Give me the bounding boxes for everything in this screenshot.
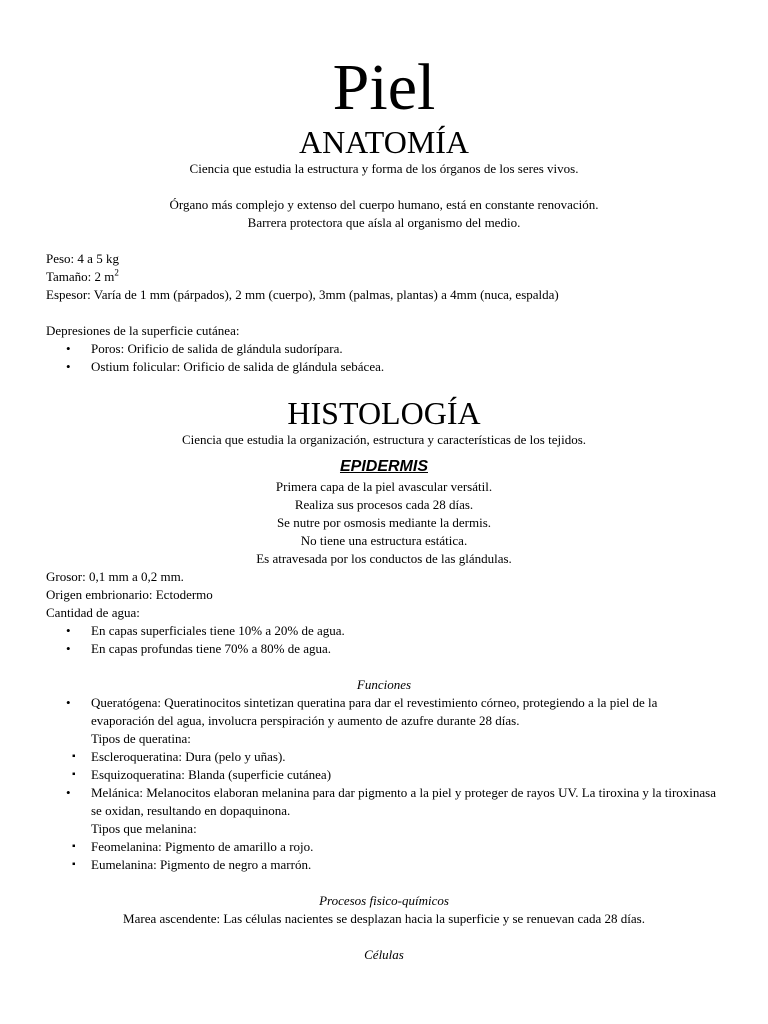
list-item [46, 694, 722, 748]
list-item: ▪ Feomelanina: Pigmento de amarillo a rojo. [72, 839, 314, 854]
intro-line-1: Órgano más complejo y extenso del cuerpo humano, está en constante renovación. [169, 197, 599, 212]
procesos-heading: Procesos fisico-químicos [319, 893, 449, 908]
tamano-text: Tamaño: 2 $m^2$ [46, 267, 119, 284]
bullet-marker: • [66, 341, 71, 356]
list-item: • Poros: Orificio de salida de glándula sudorípara. [66, 341, 343, 356]
square-marker: ▪ [72, 751, 76, 762]
bullet-marker: • [66, 785, 71, 800]
melanina-tipos-list [46, 838, 722, 874]
depresiones-list [46, 340, 722, 376]
epidermis-line: Realiza sus procesos cada 28 días. [294, 497, 474, 512]
origen-text: Origen embrionario: Ectodermo [46, 587, 213, 602]
agua-label: Cantidad de agua: [46, 605, 140, 620]
bullet-marker: • [66, 695, 71, 710]
document-title: Piel [332, 51, 436, 124]
depresiones-label: Depresiones de la superficie cutánea: [46, 323, 240, 338]
square-marker: ▪ [72, 859, 76, 870]
tamano-superscript: 2 [114, 267, 119, 278]
melanina-tipos-label: Tipos que melanina: [91, 821, 197, 836]
histologia-definition: Ciencia que estudia la organización, estructura y características de los tejidos. [181, 432, 587, 447]
epidermis-heading: EPIDERMIS [339, 458, 428, 475]
square-marker: ▪ [72, 769, 76, 780]
anatomia-heading: ANATOMÍA [298, 124, 470, 160]
bullet-marker: • [66, 641, 71, 656]
histologia-heading: HISTOLOGÍA [287, 395, 481, 431]
list-item: • En capas superficiales tiene 10% a 20% de agua. [66, 623, 345, 638]
list-item: ▪ Esquizoqueratina: Blanda (superficie cutánea) [72, 767, 332, 782]
list-item: ▪ Escleroqueratina: Dura (pelo y uñas). [72, 749, 286, 764]
funciones-list-2 [46, 784, 722, 838]
queratina-tipos-list [46, 748, 722, 784]
peso-text: Peso: 4 a 5 kg [46, 251, 119, 266]
list-item: • En capas profundas tiene 70% a 80% de agua. [66, 641, 332, 656]
celulas-heading: Células [364, 947, 404, 962]
agua-list [46, 622, 722, 658]
bullet-marker: • [66, 359, 71, 374]
funciones-heading: Funciones [356, 677, 412, 692]
list-item: • Ostium folicular: Orificio de salida de glándula sebácea. [66, 359, 385, 374]
epidermis-line: Es atravesada por los conductos de las glándulas. [256, 551, 512, 566]
queratogena-text: Queratógena: Queratinocitos sintetizan queratina para dar el revestimiento córneo, protegiendo a la piel de la evaporación del agua, involucra perspiración y aumento de azufre durante 28 días. [91, 695, 658, 728]
grosor-text: Grosor: 0,1 mm a 0,2 mm. [46, 569, 184, 584]
melanica-text: Melánica: Melanocitos elaboran melanina para dar pigmento a la piel y proteger de rayos UV. La tiroxina y la tiroxinasa se oxidan, resultando en dopaquinona. [91, 785, 716, 818]
marea-text: Marea ascendente: Las células nacientes se desplazan hacia la superficie y se renuevan cada 28 días. [123, 911, 645, 926]
epidermis-line: Primera capa de la piel avascular versátil. [275, 479, 493, 494]
espesor-text: Espesor: Varía de 1 mm (párpados), 2 mm (cuerpo), 3mm (palmas, plantas) a 4mm (nuca, espalda) [46, 287, 559, 302]
intro-line-2: Barrera protectora que aísla al organismo del medio. [247, 215, 521, 230]
funciones-list [46, 694, 722, 748]
list-item: ▪ Eumelanina: Pigmento de negro a marrón. [72, 857, 312, 872]
bullet-marker: • [66, 623, 71, 638]
epidermis-line: No tiene una estructura estática. [300, 533, 468, 548]
list-item [46, 784, 722, 838]
anatomia-definition: Ciencia que estudia la estructura y forma de los órganos de los seres vivos. [189, 161, 579, 176]
epidermis-line: Se nutre por osmosis mediante la dermis. [276, 515, 492, 530]
square-marker: ▪ [72, 841, 76, 852]
queratina-tipos-label: Tipos de queratina: [91, 731, 191, 746]
